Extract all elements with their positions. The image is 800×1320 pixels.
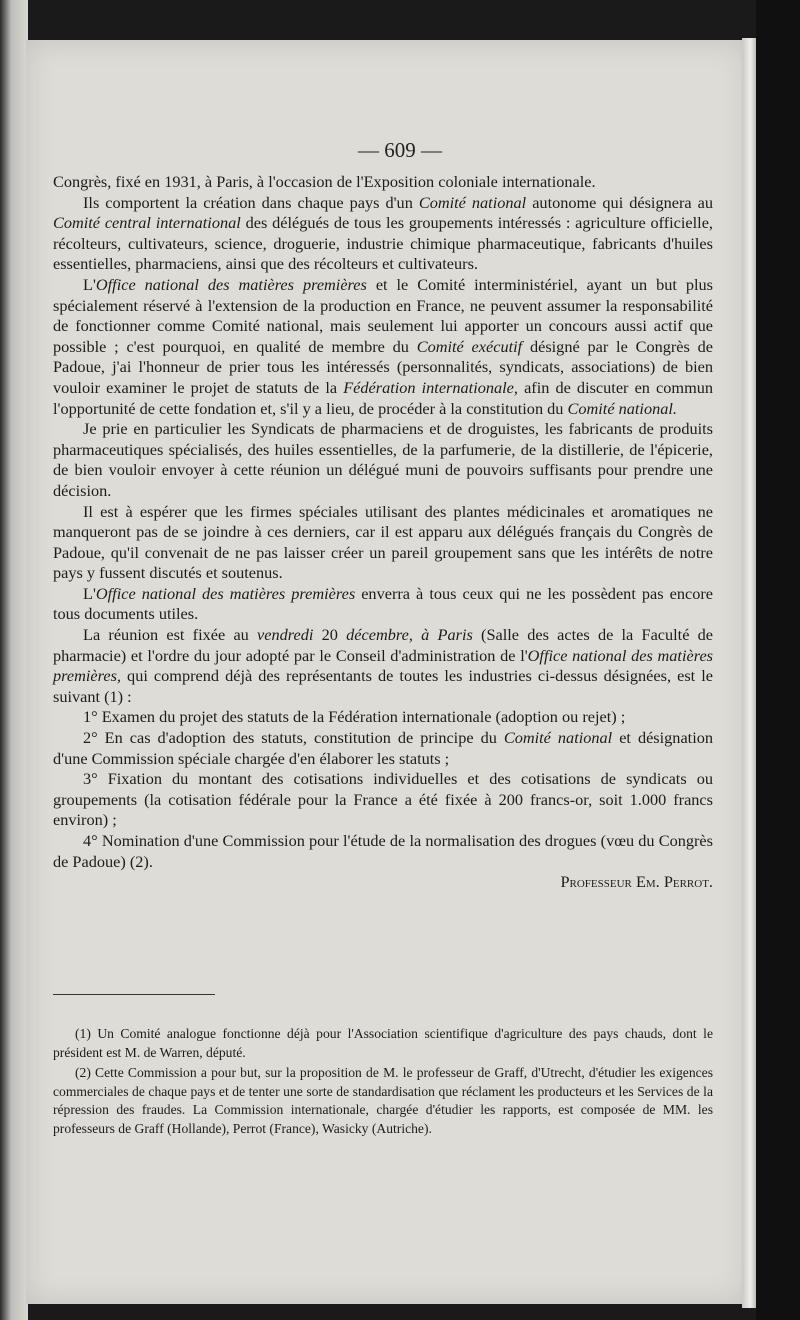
footnote-rule <box>53 994 215 995</box>
author-signature: Professeur Em. Perrot. <box>560 872 713 892</box>
footnote-2: (2) Cette Commission a pour but, sur la proposition de M. le professeur de Graff, d'Utrecht, d'étudier les exigences commerciales de chaque pays et de tenter une sorte de standardisation que réclament les producteurs et les Services de la répression des fraudes. La Commission internationale, chargée d'étudier les rapports, est composée de MM. les professeurs de Graff (Hollande), Perrot (France), Wasicky (Autriche). <box>53 1065 713 1136</box>
page-number: — 609 — <box>358 138 442 162</box>
paragraph-2: Ils comportent la création dans chaque pays d'un Comité national autonome qui désignera au Comité central international des délégués de tous les groupements intéressés : agriculture officielle, récolteurs, cultivateurs, science, droguerie, industrie chimique pharmaceutique, fabricants d'huiles essentielles, pharmaciens, ainsi que des récolteurs et cultivateurs. <box>53 192 714 274</box>
paragraph-1: Congrès, fixé en 1931, à Paris, à l'occasion de l'Exposition coloniale internationale. <box>53 172 596 191</box>
paragraph-7: La réunion est fixée au vendredi 20 décembre, à Paris (Salle des actes de la Faculté de pharmacie) et l'ordre du jour adopté par le Conseil d'administration de l'Office national des matières premières, qui comprend déjà des représentants de toutes les industries ci-dessus désignées, est le suivant (1) : <box>53 625 714 706</box>
previous-page-edge <box>0 0 28 1320</box>
main-text <box>53 172 713 893</box>
agenda-item-4: 4° Nomination d'une Commission pour l'étude de la normalisation des drogues (vœu du Congrès de Padoue) (2). <box>53 831 713 871</box>
footnotes <box>53 1025 713 1140</box>
background-shadow <box>756 0 800 1320</box>
footnote-1: (1) Un Comité analogue fonctionne déjà pour l'Association scientifique d'agriculture des pays chauds, dont le président est M. de Warren, député. <box>53 1026 713 1060</box>
paragraph-4: Je prie en particulier les Syndicats de pharmaciens et de droguistes, les fabricants de produits pharmaceutiques spécialisés, des huiles essentielles, de la parfumerie, de la distillerie, de l'épicerie, de bien vouloir envoyer à cette réunion un délégué muni de pouvoirs suffisants pour prendre une décision. <box>53 419 713 500</box>
agenda-item-3: 3° Fixation du montant des cotisations individuelles et des cotisations de syndicats ou groupements (la cotisation fédérale pour la France a été fixée à 200 francs-or, soit 1.000 francs environ) ; <box>53 769 713 830</box>
paragraph-3: L'Office national des matières premières et le Comité interministériel, ayant un but plus spécialement réservé à l'extension de la production en France, ne peuvent assumer la responsabilité de fonctionner comme Comité national, mais seulement lui apporter un concours aussi actif que possible ; c'est pourquoi, en qualité de membre du Comité exécutif désigné par le Congrès de Padoue, j'ai l'honneur de prier tous les intéressés (personnalités, syndicats, associations) de bien vouloir examiner le projet de statuts de la Fédération internationale, afin de discuter en commun l'opportunité de cette fondation et, s'il y a lieu, de procéder à la constitution du Comité national. <box>53 274 714 418</box>
paragraph-6: L'Office national des matières premières enverra à tous ceux qui ne les possèdent pas encore tous documents utiles. <box>53 583 713 624</box>
paragraph-5: Il est à espérer que les firmes spéciales utilisant des plantes médicinales et aromatiques ne manqueront pas de se joindre à ces derniers, car il est apparu aux délégués français du Congrès de Padoue, qu'il convenait de ne pas laisser créer un pareil groupement sans que les intérêts de notre pays y fussent discutés et soutenus. <box>53 501 713 583</box>
agenda-item-1: 1° Examen du projet des statuts de la Fédération internationale (adoption ou rejet) ; <box>83 707 626 727</box>
agenda-item-2: 2° En cas d'adoption des statuts, constitution de principe du Comité national et désignation d'une Commission spéciale chargée d'en élaborer les statuts ; <box>53 728 714 768</box>
page-stack-edge <box>742 38 756 1308</box>
